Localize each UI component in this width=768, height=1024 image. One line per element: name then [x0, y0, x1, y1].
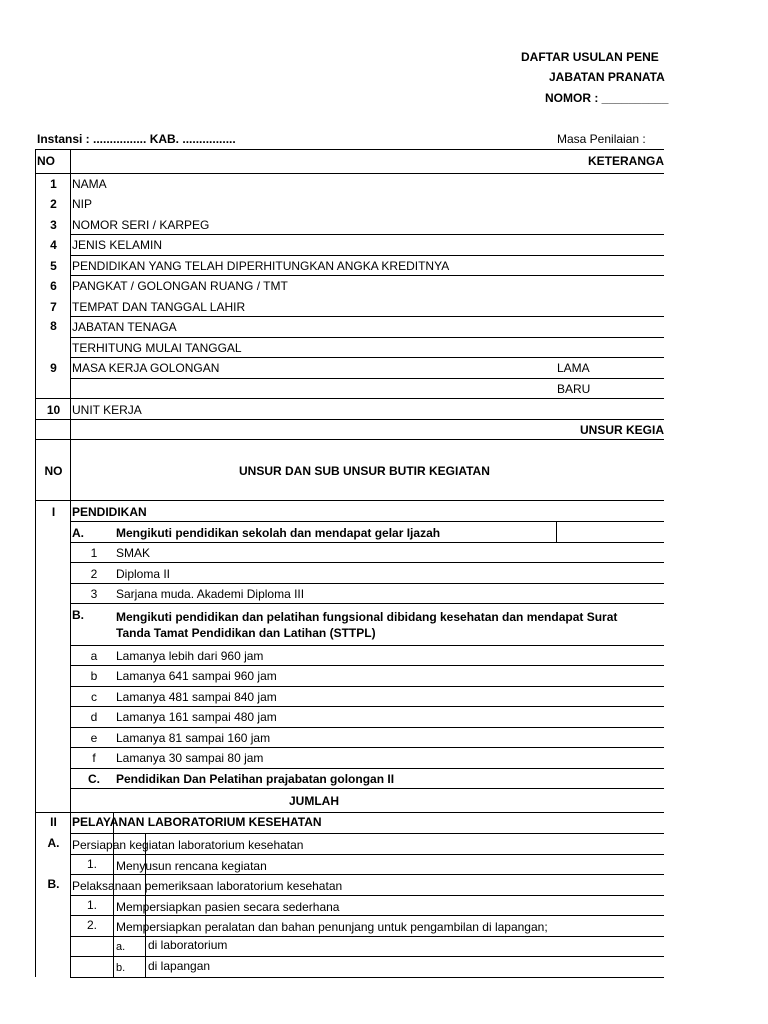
- item-text: Sarjana muda. Akademi Diploma III: [116, 587, 305, 601]
- item-number: 2.: [86, 918, 97, 932]
- identity-row-no: 1: [50, 177, 57, 191]
- identity-row-no: 2: [50, 197, 57, 211]
- title-line-3: NOMOR : __________: [545, 91, 669, 105]
- item-text: Lamanya 30 sampai 80 jam: [116, 751, 264, 765]
- item-text: Lamanya 81 sampai 160 jam: [116, 731, 271, 745]
- item-text: Mempersiapkan peralatan dan bahan penunjang untuk pengambilan di lapangan;: [116, 920, 548, 934]
- section-1-c-text: Pendidikan Dan Pelatihan prajabatan golongan II: [116, 772, 395, 786]
- title-line-2: JABATAN PRANATA: [549, 70, 665, 84]
- identity-col-no: NO: [37, 154, 55, 168]
- item-number: 1.: [86, 898, 97, 912]
- item-number: 1: [90, 546, 98, 560]
- unsur-kegiatan-heading: UNSUR KEGIA: [580, 423, 665, 437]
- activity-col-unsur: UNSUR DAN SUB UNSUR BUTIR KEGIATAN: [239, 464, 490, 478]
- section-2-no: II: [50, 815, 57, 829]
- item-number: 2: [90, 567, 98, 581]
- identity-row-no: 3: [50, 218, 57, 232]
- section-2-a-letter: A.: [47, 836, 60, 850]
- item-text: Diploma II: [116, 567, 171, 581]
- section-1-no: I: [51, 505, 56, 519]
- identity-row-label: PANGKAT / GOLONGAN RUANG / TMT: [72, 279, 288, 293]
- identity-col-keterangan: KETERANGA: [588, 154, 665, 168]
- section-1-title: PENDIDIKAN: [72, 505, 147, 519]
- item-letter: c: [91, 690, 97, 704]
- section-2-a-text: Persiapan kegiatan laboratorium kesehatan: [72, 838, 304, 852]
- section-2-b-letter: B.: [47, 877, 60, 891]
- item-letter: b: [90, 669, 98, 683]
- identity-row-label: PENDIDIKAN YANG TELAH DIPERHITUNGKAN ANGKA KREDITNYA: [72, 259, 450, 273]
- identity-row-no: 8: [50, 319, 57, 333]
- masa-kerja-lama: LAMA: [557, 361, 590, 375]
- instansi-label: Instansi : ................ KAB. ................: [37, 132, 236, 146]
- identity-row-no: 6: [50, 279, 57, 293]
- item-letter: d: [90, 710, 98, 724]
- identity-row-label: MASA KERJA GOLONGAN: [72, 361, 220, 375]
- identity-row-label: JENIS KELAMIN: [72, 238, 163, 252]
- item-letter: e: [90, 731, 98, 745]
- section-1-c-letter: C.: [88, 772, 100, 786]
- section-1-a-text: Mengikuti pendidikan sekolah dan mendapat gelar Ijazah: [116, 526, 441, 540]
- masa-penilaian-label: Masa Penilaian :: [557, 132, 646, 146]
- identity-row-label: JABATAN TENAGA: [72, 320, 177, 334]
- identity-row-label: NIP: [72, 197, 93, 211]
- item-text: Lamanya 481 sampai 840 jam: [116, 690, 277, 704]
- item-text: Lamanya lebih dari 960 jam: [116, 649, 264, 663]
- section-1-b-letter: B.: [72, 608, 84, 622]
- sub-item-letter: a.: [116, 941, 126, 953]
- sub-item-text: di lapangan: [148, 959, 211, 973]
- activity-col-no: NO: [44, 464, 63, 478]
- identity-row-no: 9: [50, 361, 57, 375]
- identity-row-label: TEMPAT DAN TANGGAL LAHIR: [72, 300, 246, 314]
- identity-row-label: TERHITUNG MULAI TANGGAL: [72, 341, 242, 355]
- identity-row-label: NOMOR SERI / KARPEG: [72, 218, 210, 232]
- sub-item-letter: b.: [116, 962, 126, 974]
- identity-row-no: 7: [50, 300, 57, 314]
- identity-row-label: UNIT KERJA: [72, 403, 142, 417]
- section-2-title: PELAYANAN LABORATORIUM KESEHATAN: [72, 815, 322, 829]
- item-number: 1.: [86, 857, 97, 871]
- section-1-b-line2: Tanda Tamat Pendidikan dan Latihan (STTPL): [116, 626, 376, 640]
- section-1-a-letter: A.: [72, 526, 84, 540]
- item-text: Lamanya 641 sampai 960 jam: [116, 669, 277, 683]
- jumlah-label: JUMLAH: [289, 794, 339, 808]
- item-text: Mempersiapkan pasien secara sederhana: [116, 900, 340, 914]
- item-text: SMAK: [116, 546, 151, 560]
- item-letter: a: [90, 649, 98, 663]
- identity-row-no: 5: [50, 259, 57, 273]
- masa-kerja-baru: BARU: [557, 382, 591, 396]
- item-text: Menyusun rencana kegiatan: [116, 859, 267, 873]
- item-letter: f: [92, 751, 96, 765]
- item-number: 3: [90, 587, 98, 601]
- identity-row-no: 4: [50, 238, 57, 252]
- section-2-b-text: Pelaksanaan pemeriksaan laboratorium kesehatan: [72, 879, 343, 893]
- section-1-b-line1: Mengikuti pendidikan dan pelatihan fungsional dibidang kesehatan dan mendapat Surat: [116, 610, 618, 624]
- identity-row-label: NAMA: [72, 177, 107, 191]
- identity-row-no: 10: [46, 403, 61, 417]
- item-text: Lamanya 161 sampai 480 jam: [116, 710, 277, 724]
- title-line-1: DAFTAR USULAN PENE: [521, 50, 659, 64]
- sub-item-text: di laboratorium: [148, 938, 228, 952]
